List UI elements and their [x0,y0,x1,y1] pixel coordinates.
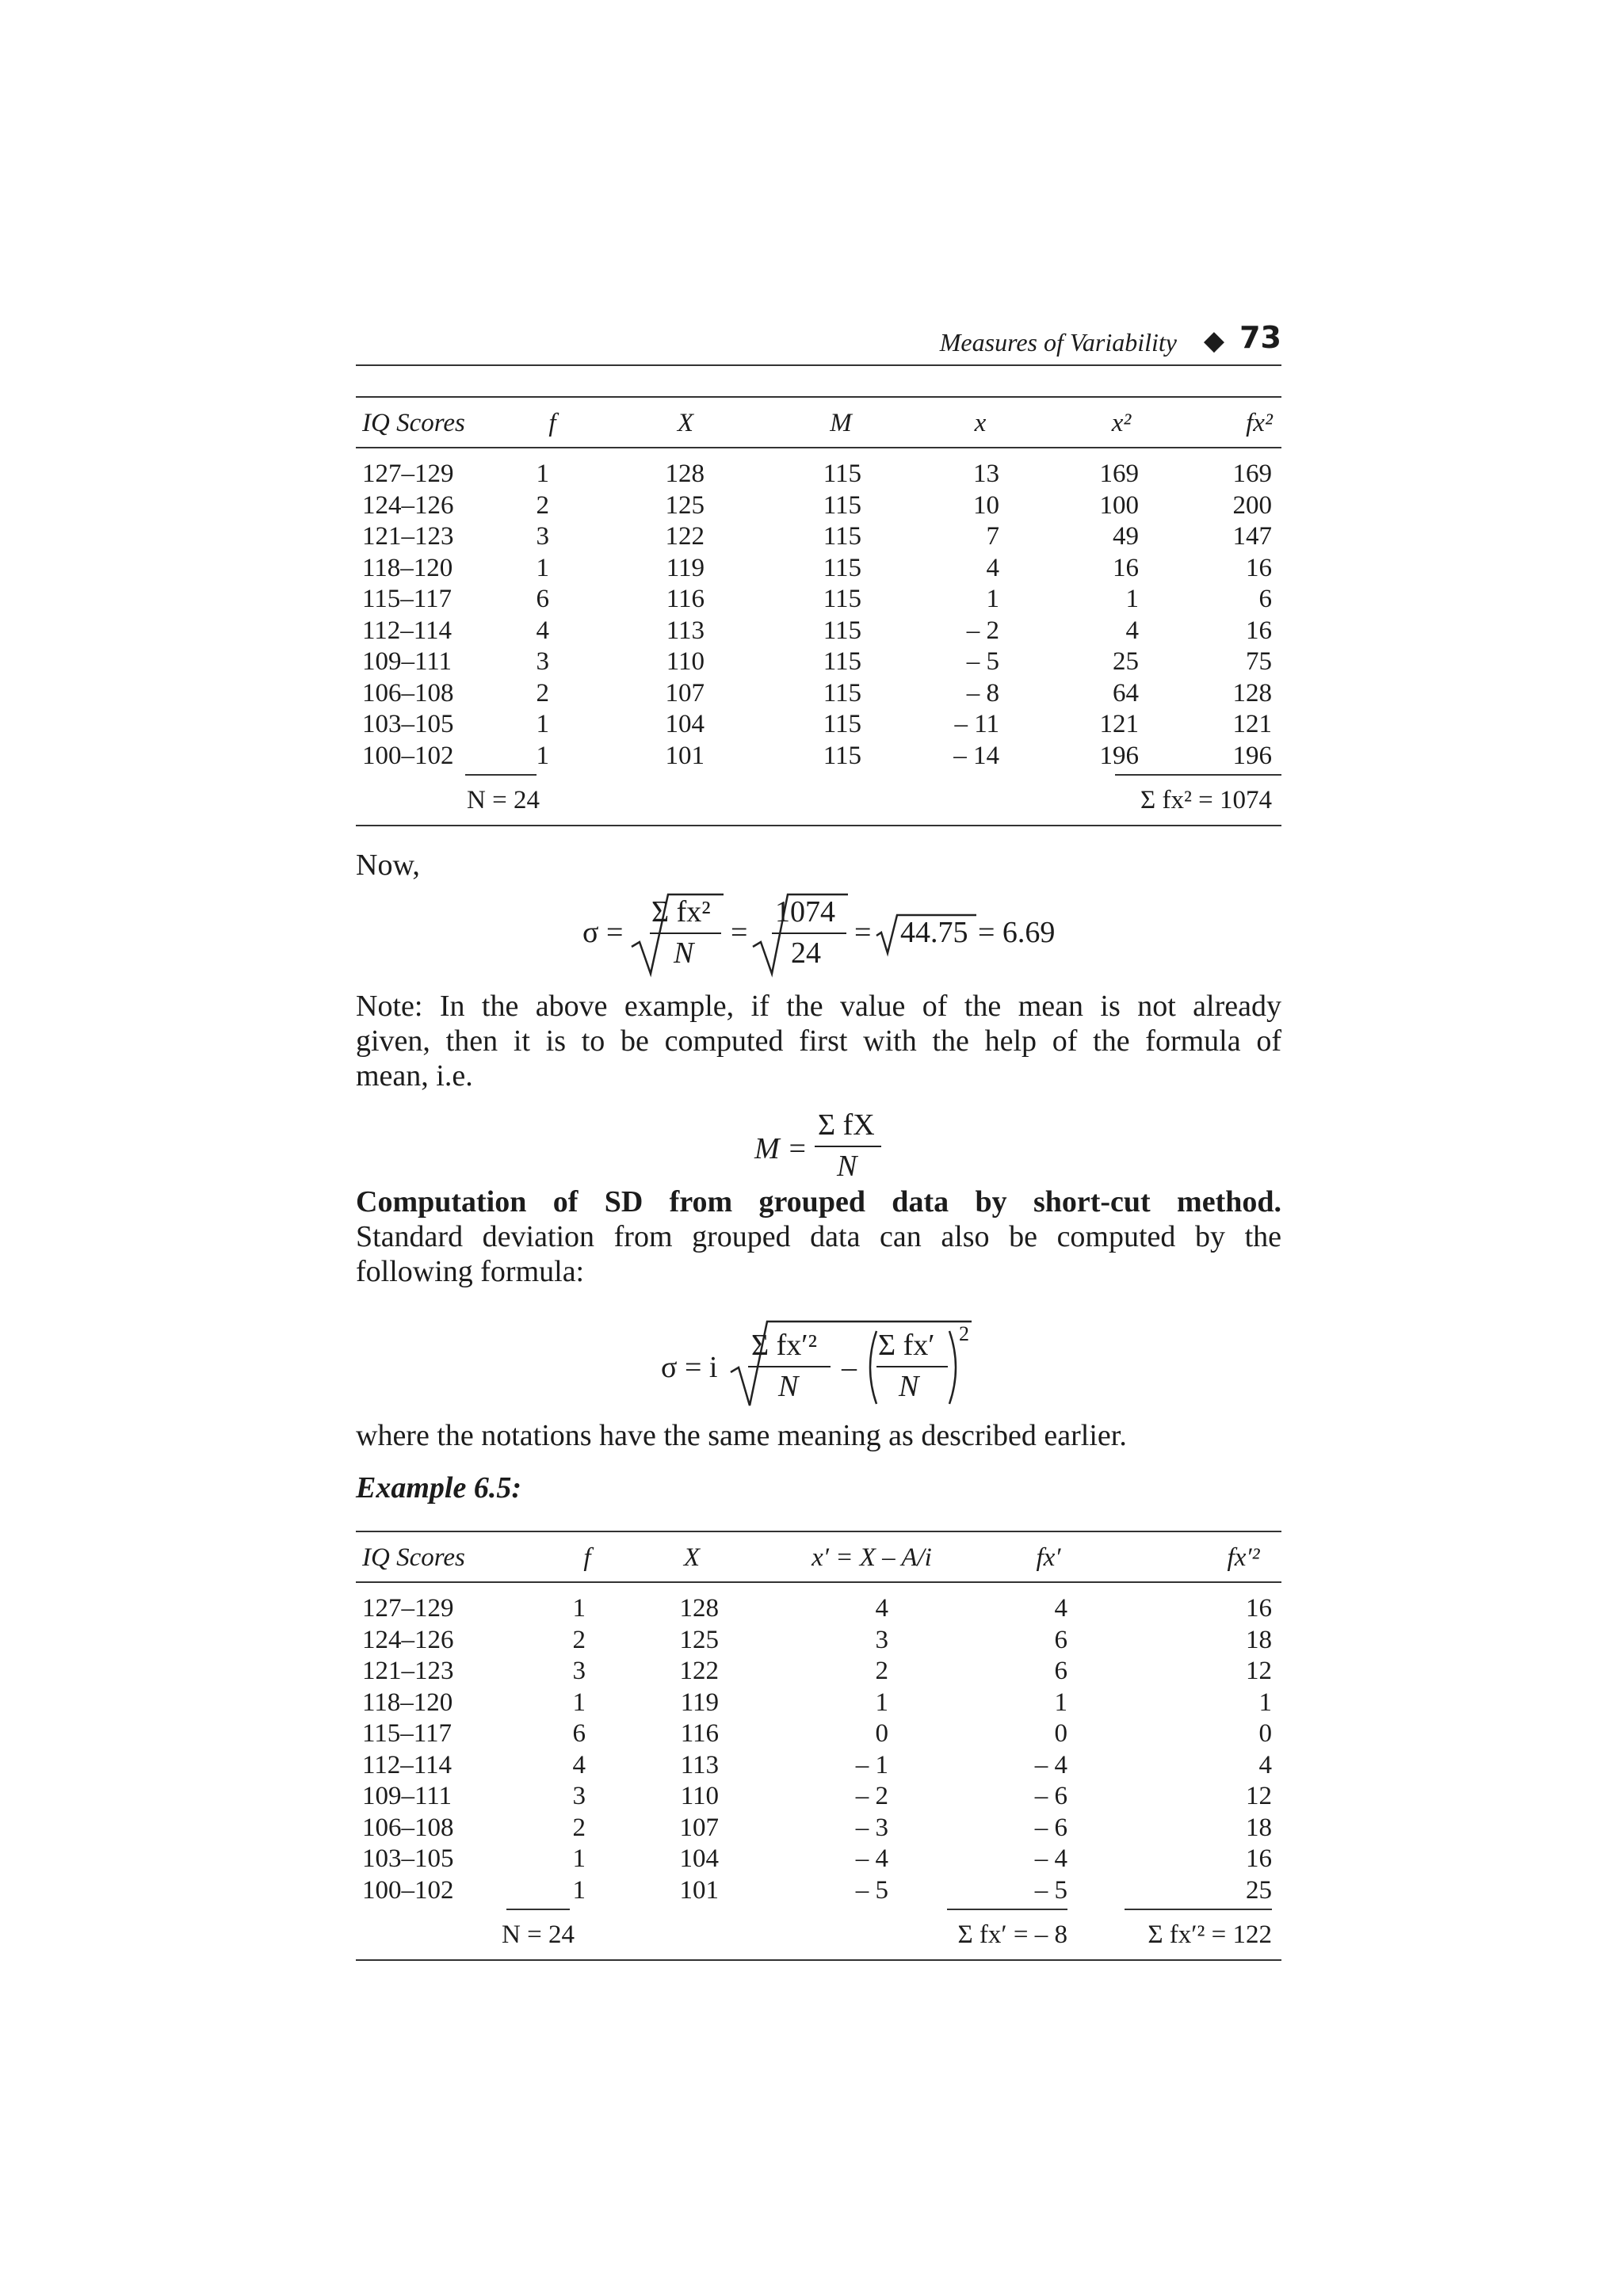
column-header: x′ = X – A/i [812,1543,932,1572]
table-cell: 107 [665,678,705,707]
sum-rule-fx2 [1125,1909,1272,1910]
total-fx1: Σ fx′ = – 8 [957,1920,1067,1949]
now-label [356,848,1281,883]
table-cell: 1 [1054,1688,1067,1717]
table-cell: 121–123 [362,1657,454,1685]
column-header: fx′ [1036,1543,1061,1572]
table-cell: 16 [1113,553,1139,582]
running-head [356,320,1281,366]
sigma-result: = 6.69 [978,916,1056,949]
table-cell: 1 [572,1688,586,1717]
table-cell: 122 [679,1657,719,1685]
column-header: x² [1111,409,1132,437]
mean-formula [0,1109,1623,1188]
column-header: x [974,409,987,437]
sd-den1: N [778,1370,799,1403]
table-cell: 116 [666,585,705,613]
table-cell: 124–126 [362,490,454,520]
table-cell: 1 [536,460,549,488]
table-cell: 1 [875,1688,888,1717]
table-cell: 119 [666,553,705,582]
example-label [356,1470,1281,1505]
table-cell: 116 [680,1719,719,1748]
table-cell: 4 [1054,1594,1067,1623]
column-header: f [548,409,556,437]
shortcut-paragraph [356,1184,1281,1289]
table-cell: 115–117 [362,1719,453,1748]
total-fx2: Σ fx′² = 122 [1148,1920,1272,1949]
table-cell: 127–129 [362,1594,454,1623]
table-cell: 64 [1113,678,1139,707]
table-cell: 121 [1232,710,1272,738]
table-cell: 18 [1246,1813,1272,1842]
sigma-eq1: = [731,916,748,949]
table-cell: 121 [1099,710,1139,738]
table-cell: 10 [973,490,999,520]
note-line-2: given, then it is to be computed first with the help of the formula of [356,1024,1281,1058]
table-cell: 100–102 [362,1875,454,1905]
table-cell: 121–123 [362,522,454,551]
table-cell: 1 [572,1875,586,1905]
table-cell: 2 [875,1657,888,1685]
table-cell: 196 [1099,741,1139,770]
table-cell: 2 [572,1813,586,1842]
where-paragraph [356,1418,1281,1453]
table-cell: – 6 [1034,1782,1067,1810]
table-cell: 2 [536,490,549,520]
table-cell: 13 [973,460,999,488]
table-cell: 1 [536,741,549,770]
fraction-bar [876,1366,948,1367]
table-cell: 119 [680,1688,719,1717]
fraction-bar [650,933,721,934]
column-header: IQ Scores [362,1543,465,1572]
table-cell: 128 [665,460,705,488]
mean-den: N [837,1150,857,1183]
column-header: X [677,409,694,437]
fraction-bar [815,1146,881,1147]
running-title: Measures of Variability [939,328,1177,357]
table-cell: – 2 [855,1782,888,1810]
table-top-rule [356,1531,1281,1532]
table-cell: 127–129 [362,460,454,488]
table-cell: 110 [680,1782,719,1810]
table-cell: 115 [823,585,861,613]
diamond-icon: ◆ [1203,326,1224,356]
table-cell: 124–126 [362,1625,454,1654]
table-cell: 4 [875,1594,888,1623]
sd-den2: N [899,1370,919,1403]
table-cell: 101 [665,741,705,770]
sd-lhs: σ = i [661,1351,718,1384]
table-cell: 6 [1054,1625,1067,1654]
table-cell: 106–108 [362,678,454,707]
table-cell: – 4 [855,1844,888,1873]
table-header-rule [356,447,1281,448]
column-header: X [683,1543,701,1572]
sum-rule-fx1 [947,1909,1067,1910]
table-cell: 4 [536,616,549,645]
sigma-root3: 44.75 [900,916,968,949]
column-header: fx′² [1227,1543,1260,1572]
sigma-den2: 24 [791,936,821,970]
fraction-bar [772,933,846,934]
table-cell: 196 [1232,741,1272,770]
fraction-bar [748,1366,831,1367]
table-cell: 6 [1054,1657,1067,1685]
example-text: Example 6.5: [356,1471,521,1505]
table-cell: 12 [1246,1782,1272,1810]
table-cell: 2 [536,678,549,707]
table-cell: 125 [665,490,705,520]
shortcut-line-1: Standard deviation from grouped data can also be computed by the [356,1220,1281,1253]
table-cell: 7 [986,522,999,551]
sum-rule-n [506,1909,570,1910]
column-header: fx² [1246,409,1273,437]
table-cell: 16 [1246,1844,1272,1873]
column-header: IQ Scores [362,409,465,437]
table-cell: 101 [679,1875,719,1905]
table-cell: 118–120 [362,553,453,582]
sigma-num2: 1074 [775,895,835,929]
table-cell: – 14 [953,741,999,770]
table-cell: – 1 [855,1750,888,1779]
table-cell: 1 [536,710,549,738]
sd-num2: Σ fx′ [878,1329,935,1362]
table-cell: 112–114 [362,616,453,645]
total-fx2: Σ fx² = 1074 [1140,786,1272,814]
where-text: where the notations have the same meaning as described earlier. [356,1419,1127,1452]
table-cell: – 8 [966,678,999,707]
mean-num: Σ fX [818,1108,875,1142]
table-cell: 0 [1054,1719,1067,1748]
table-iq-deviations [356,396,1281,828]
table-bottom-rule [356,825,1281,826]
table-cell: 115 [823,741,861,770]
table-cell: 3 [875,1625,888,1654]
table-cell: 147 [1232,522,1272,551]
table-cell: 100 [1099,490,1139,520]
sum-rule-fx2 [1115,774,1281,776]
table-cell: 25 [1113,647,1139,676]
table-cell: 4 [986,553,999,582]
table-cell: 115 [823,460,861,488]
table-cell: 110 [666,647,705,676]
sigma-lhs: σ = [582,916,624,949]
table-cell: 106–108 [362,1813,454,1842]
total-n: N = 24 [467,786,540,814]
mean-lhs: M = [754,1132,808,1165]
table-cell: 112–114 [362,1750,453,1779]
table-cell: 3 [536,522,549,551]
table-cell: 115 [823,678,861,707]
table-cell: 12 [1246,1657,1272,1685]
table-cell: 103–105 [362,710,454,738]
table-cell: 125 [679,1625,719,1654]
table-cell: 115 [823,710,861,738]
table-cell: – 5 [1034,1875,1067,1905]
table-cell: 75 [1246,647,1272,676]
table-cell: 49 [1113,522,1139,551]
table-cell: – 5 [855,1875,888,1905]
table-cell: – 11 [954,710,999,738]
table-cell: 16 [1246,553,1272,582]
table-cell: 6 [1258,585,1272,613]
table-cell: – 2 [966,616,999,645]
table-cell: 1 [1125,585,1139,613]
table-cell: 1 [986,585,999,613]
table-cell: 113 [680,1750,719,1779]
table-cell: 4 [1258,1750,1272,1779]
table-cell: – 3 [855,1813,888,1842]
table-cell: 128 [679,1594,719,1623]
table-cell: 25 [1246,1875,1272,1905]
sigma-num1: Σ fx² [651,895,711,929]
table-cell: 0 [875,1719,888,1748]
page-number: 73 [1239,320,1281,355]
now-text: Now, [356,849,420,882]
table-cell: 115 [823,553,861,582]
table-cell: – 6 [1034,1813,1067,1842]
note-line-1: Note: In the above example, if the value of the mean is not already [356,990,1281,1023]
table-header-rule [356,1581,1281,1583]
sigma-eq2: = [854,916,872,949]
table-cell: 107 [679,1813,719,1842]
table-cell: 16 [1246,1594,1272,1623]
sd-exp: 2 [959,1322,969,1345]
table-cell: 169 [1232,460,1272,488]
table-cell: 2 [572,1625,586,1654]
table-cell: 0 [1258,1719,1272,1748]
table-cell: – 4 [1034,1750,1067,1779]
table-cell: 6 [572,1719,586,1748]
sd-minus: – [842,1351,857,1384]
table-cell: 4 [1125,616,1139,645]
table-cell: 100–102 [362,741,454,770]
total-n: N = 24 [502,1920,575,1949]
table-cell: 3 [572,1657,586,1685]
table-cell: 1 [536,553,549,582]
table-cell: 104 [679,1844,719,1873]
column-header: M [830,409,852,437]
table-cell: 113 [666,616,705,645]
table-cell: 122 [665,522,705,551]
sigma-formula [0,891,1623,978]
table-cell: 115 [823,616,861,645]
table-shortcut [356,1531,1281,1962]
table-cell: 16 [1246,616,1272,645]
table-top-rule [356,396,1281,398]
shortcut-line-2: following formula: [356,1255,585,1288]
table-cell: 1 [572,1844,586,1873]
note-paragraph [356,989,1281,1093]
table-cell: 104 [665,710,705,738]
table-bottom-rule [356,1959,1281,1961]
table-cell: 18 [1246,1625,1272,1654]
table-cell: – 5 [966,647,999,676]
table-cell: 128 [1232,678,1272,707]
table-cell: 115 [823,522,861,551]
table-cell: 115 [823,647,861,676]
table-cell: 109–111 [362,647,453,676]
sd-formula [0,1317,1623,1412]
sd-num1: Σ fx′² [751,1329,817,1362]
column-header: f [583,1543,591,1572]
sigma-den1: N [674,936,694,970]
table-cell: 169 [1099,460,1139,488]
table-cell: 1 [572,1594,586,1623]
note-line-3: mean, i.e. [356,1059,473,1093]
table-cell: 103–105 [362,1844,454,1873]
table-cell: 1 [1258,1688,1272,1717]
table-cell: 200 [1232,490,1272,520]
table-cell: 115 [823,490,861,520]
table-cell: 109–111 [362,1782,453,1810]
shortcut-heading: Computation of SD from grouped data by short-cut method. [356,1185,1281,1219]
table-cell: 6 [536,585,549,613]
table-cell: 3 [572,1782,586,1810]
table-cell: 118–120 [362,1688,453,1717]
table-cell: 4 [572,1750,586,1779]
table-cell: 115–117 [362,585,453,613]
sum-rule-n [465,774,537,776]
table-cell: 3 [536,647,549,676]
table-cell: – 4 [1034,1844,1067,1873]
